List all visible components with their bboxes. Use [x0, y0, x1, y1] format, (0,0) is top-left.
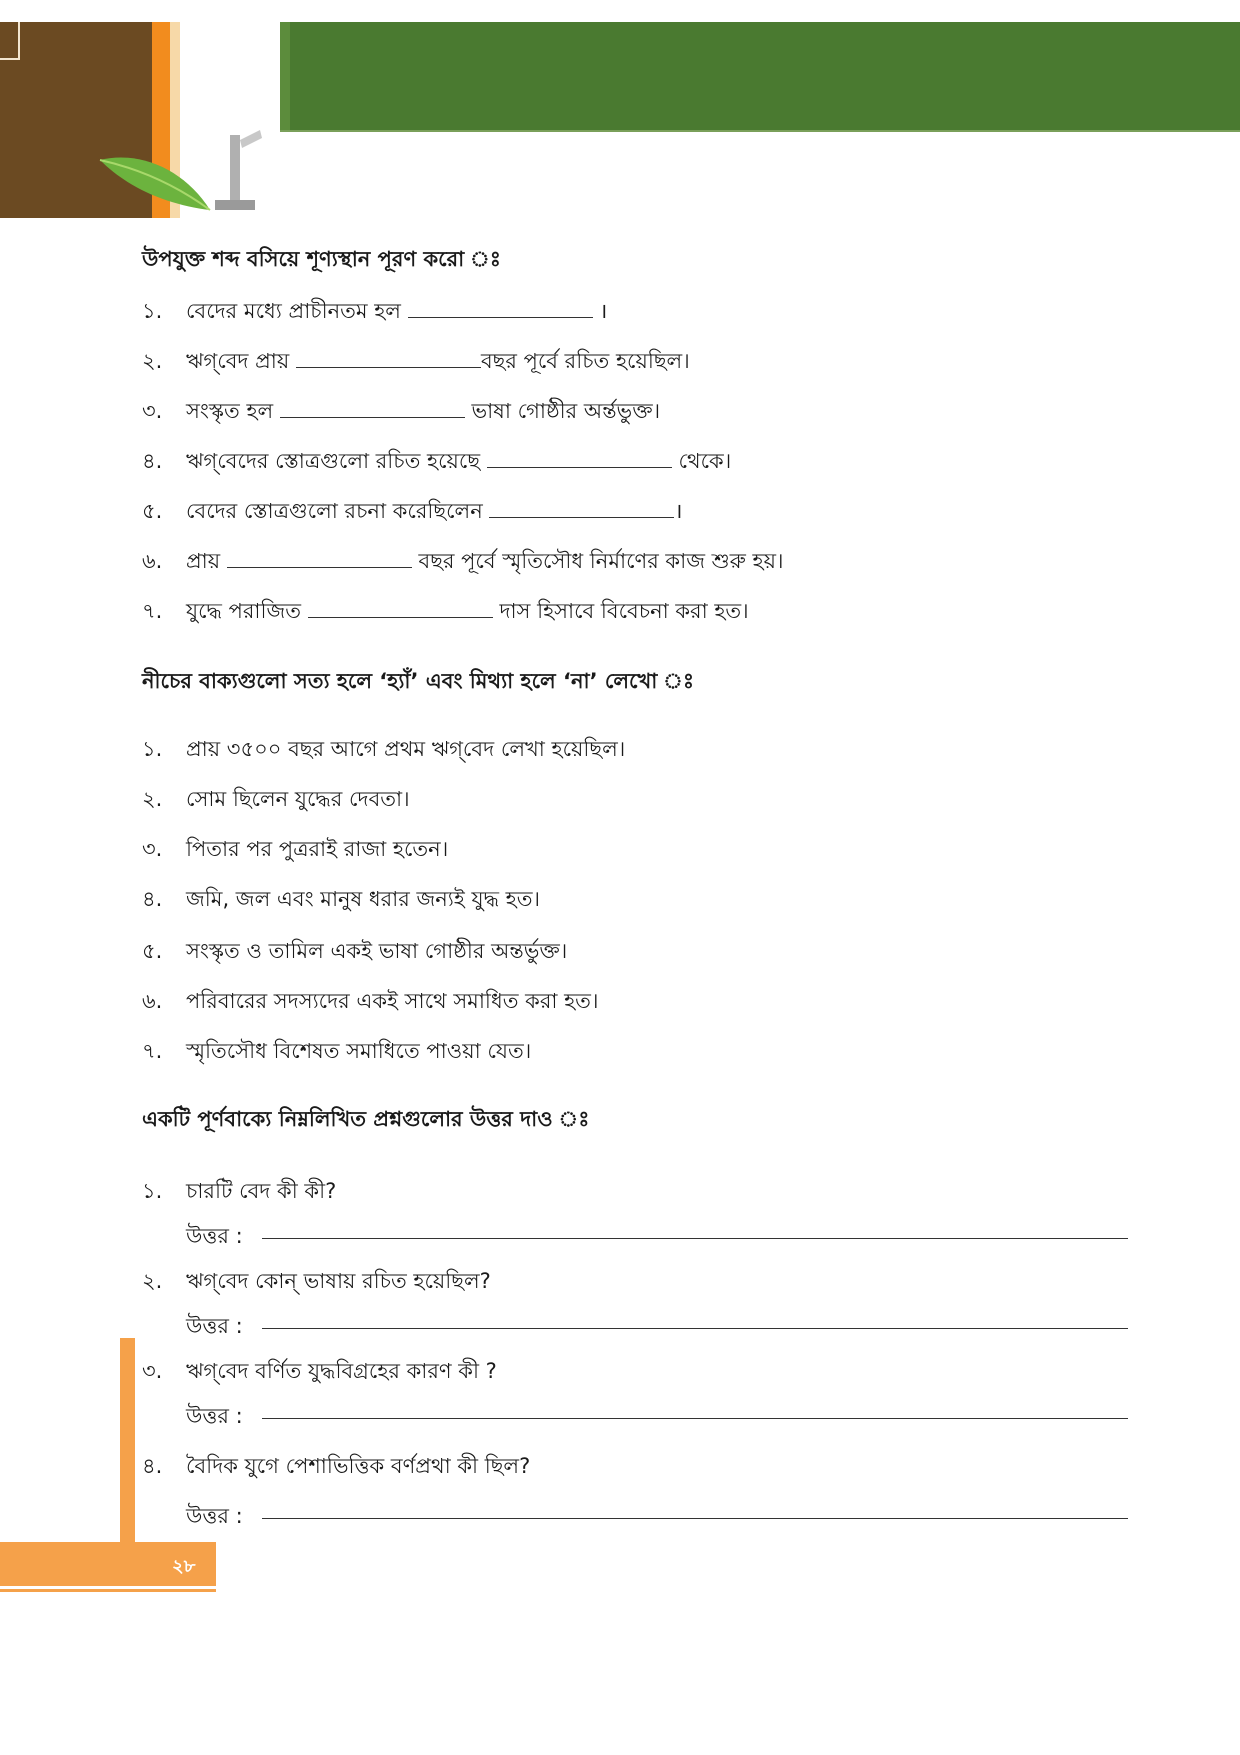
- true-false-item: [142, 985, 598, 1020]
- blank-line[interactable]: [489, 499, 674, 518]
- true-false-item: [142, 1035, 531, 1070]
- fill-blank-item: [142, 445, 731, 480]
- answer-label: উত্তর :: [186, 1224, 243, 1248]
- question-text: ঋগ্‌বেদ বর্ণিত যুদ্ধবিগ্রহের কারণ কী ?: [186, 1359, 497, 1383]
- fill-blank-item: [142, 495, 682, 530]
- item-text: স্মৃতিসৌধ বিশেষত সমাধিতে পাওয়া যেত।: [186, 1039, 532, 1063]
- answer-label: উত্তর :: [186, 1404, 243, 1428]
- item-text-before: ঋগ্‌বেদের স্তোত্রগুলো রচিত হয়েছে: [186, 449, 481, 473]
- fill-blank-item: [142, 395, 660, 430]
- item-number: ৬.: [142, 989, 163, 1013]
- sprout-leaf-icon: [90, 130, 270, 230]
- short-answer-question: [142, 1175, 336, 1210]
- fill-blank-item: [142, 295, 607, 330]
- item-text: সংস্কৃত ও তামিল একই ভাষা গোষ্ঠীর অন্তর্ভুক্ত।: [186, 939, 568, 963]
- true-false-item: [142, 733, 625, 768]
- true-false-item: [142, 935, 567, 970]
- answer-label: উত্তর :: [186, 1504, 243, 1528]
- item-number: ২.: [142, 349, 163, 373]
- blank-line[interactable]: [487, 449, 672, 468]
- blank-line[interactable]: [227, 549, 412, 568]
- item-text-before: বেদের মধ্যে প্রাচীনতম হল: [186, 299, 401, 323]
- item-text: সোম ছিলেন যুদ্ধের দেবতা।: [186, 787, 410, 811]
- answer-label: উত্তর :: [186, 1314, 243, 1338]
- item-text-after: বছর পূর্বে স্মৃতিসৌধ নির্মাণের কাজ শুরু হয়।: [418, 549, 784, 573]
- item-number: ১.: [142, 1179, 163, 1203]
- item-number: ৪.: [142, 887, 163, 911]
- short-answer-question: [142, 1265, 491, 1300]
- answer-line[interactable]: [262, 1238, 1128, 1239]
- question-text: বৈদিক যুগে পেশাভিত্তিক বর্ণপ্রথা কী ছিল?: [186, 1454, 531, 1478]
- item-text: পরিবারের সদস্যদের একই সাথে সমাধিত করা হত।: [186, 989, 599, 1013]
- item-number: ৪.: [142, 1454, 163, 1478]
- item-text-after: ।: [599, 299, 608, 323]
- item-text-before: ঋগ্‌বেদ প্রায়: [186, 349, 290, 373]
- fill-blank-item: [142, 595, 749, 630]
- item-number: ৭.: [142, 599, 163, 623]
- item-number: ৬.: [142, 549, 163, 573]
- item-number: ১.: [142, 299, 163, 323]
- item-number: ১.: [142, 737, 163, 761]
- item-text: প্রায় ৩৫০০ বছর আগে প্রথম ঋগ্‌বেদ লেখা হয়েছিল।: [186, 737, 626, 761]
- question-text: ঋগ্‌বেদ কোন্ ভাষায় রচিত হয়েছিল?: [186, 1269, 491, 1293]
- item-text-after: ।: [674, 499, 683, 523]
- short-answer-title: একটি পূর্ণবাক্যে নিম্নলিখিত প্রশ্নগুলোর উত্তর দাও ঃ: [142, 1107, 590, 1131]
- answer-line[interactable]: [262, 1518, 1128, 1519]
- item-number: ২.: [142, 1269, 163, 1293]
- item-number: ৭.: [142, 1039, 163, 1063]
- item-text: জমি, জল এবং মানুষ ধরার জন্যই যুদ্ধ হত।: [186, 887, 540, 911]
- fill-blank-item: [142, 545, 783, 580]
- blank-line[interactable]: [408, 299, 593, 318]
- header-corner-vrule: [18, 22, 20, 58]
- item-text-after: থেকে।: [678, 449, 732, 473]
- blank-line[interactable]: [308, 599, 493, 618]
- page-number: ২৮: [172, 1556, 196, 1577]
- question-text: চারটি বেদ কী কী?: [186, 1179, 337, 1203]
- item-number: ৩.: [142, 399, 163, 423]
- short-answer-question: [142, 1355, 497, 1390]
- item-text-after: ভাষা গোষ্ঠীর অর্ন্তভুক্ত।: [471, 399, 661, 423]
- header-corner-rule: [0, 58, 20, 60]
- true-false-item: [142, 833, 448, 868]
- true-false-title: নীচের বাক্যগুলো সত্য হলে ‘হ্যাঁ’ এবং মিথ্যা হলে ‘না’ লেখো ঃ: [142, 669, 695, 693]
- true-false-item: [142, 883, 540, 918]
- header-green-banner: [280, 22, 1240, 132]
- item-text-after: বছর পূর্বে রচিত হয়েছিল।: [480, 349, 690, 373]
- item-text-before: যুদ্ধে পরাজিত: [186, 599, 302, 623]
- answer-line[interactable]: [262, 1418, 1128, 1419]
- item-text-before: সংস্কৃত হল: [186, 399, 274, 423]
- item-number: ৫.: [142, 939, 163, 963]
- footer-orange-bar: [120, 1338, 135, 1542]
- item-number: ৩.: [142, 1359, 163, 1383]
- item-number: ৫.: [142, 499, 163, 523]
- blank-line[interactable]: [280, 399, 465, 418]
- answer-line[interactable]: [262, 1328, 1128, 1329]
- item-number: ৩.: [142, 837, 163, 861]
- item-text-before: প্রায়: [186, 549, 221, 573]
- item-number: ২.: [142, 787, 163, 811]
- blank-line[interactable]: [296, 349, 481, 368]
- footer-orange-rule: [0, 1589, 216, 1592]
- true-false-item: [142, 783, 410, 818]
- fill-blank-item: [142, 345, 690, 380]
- item-text-after: দাস হিসাবে বিবেচনা করা হত।: [499, 599, 749, 623]
- item-text: পিতার পর পুত্ররাই রাজা হতেন।: [186, 837, 449, 861]
- header-green-edge: [280, 22, 290, 130]
- item-number: ৪.: [142, 449, 163, 473]
- short-answer-question: [142, 1450, 530, 1485]
- item-text-before: বেদের স্তোত্রগুলো রচনা করেছিলেন: [186, 499, 483, 523]
- fill-blanks-title: উপযুক্ত শব্দ বসিয়ে শূণ্যস্থান পূরণ করো ঃ: [142, 247, 501, 271]
